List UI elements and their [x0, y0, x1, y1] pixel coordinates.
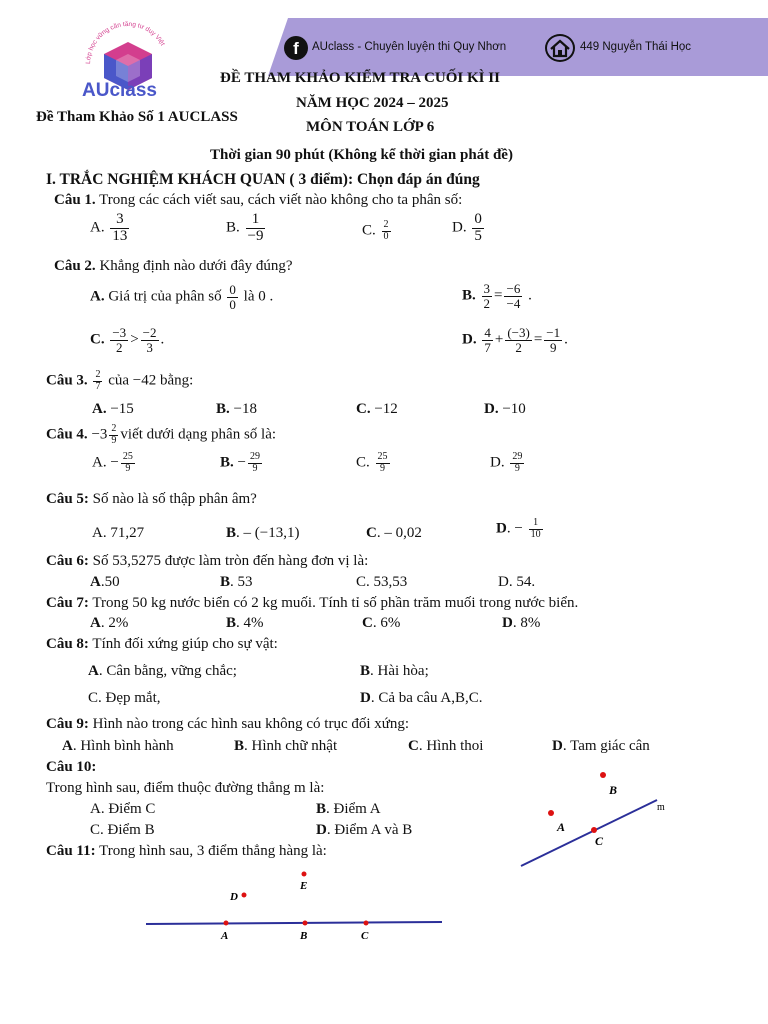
q6-option-a[interactable]: A.50 [90, 574, 120, 590]
question-label: Câu 3. [46, 372, 88, 389]
question-text: Tính đối xứng giúp cho sự vật: [92, 636, 278, 652]
logo-text: AUclass [82, 80, 157, 101]
point-c [364, 921, 369, 926]
question-text: Số nào là số thập phân âm? [92, 491, 257, 507]
q8-option-b[interactable]: B. Hài hòa; [360, 663, 429, 679]
home-glyph [547, 36, 573, 60]
auclass-logo [78, 20, 178, 102]
question-text: của −42 bằng: [108, 372, 194, 389]
question-text: Hình nào trong các hình sau không có trục đối xứng: [92, 716, 410, 732]
q7-option-b[interactable]: B. 4% [226, 615, 264, 631]
question-7 [46, 595, 578, 612]
question-text: viết dưới dạng phân số là: [120, 426, 277, 443]
question-8 [46, 636, 278, 653]
question-10-label: Câu 10: [46, 759, 97, 775]
q8-option-a[interactable]: A. Cân bằng, vững chắc; [88, 663, 237, 679]
q11-figure [140, 865, 450, 945]
question-label: Câu 8: [46, 636, 89, 652]
q9-option-c[interactable]: C. Hình thoi [408, 738, 484, 754]
q2-option-b[interactable]: B. $\frac{3}{2}$ = $\frac{-6}{-4}$ . [462, 281, 532, 311]
time-note: Thời gian 90 phút (Không kể thời gian phát đề) [210, 147, 513, 163]
address-text: 449 Nguyễn Thái Học [580, 41, 692, 53]
label-c: C [595, 834, 604, 848]
question-text: Khẳng định nào dưới đây đúng? [99, 258, 293, 274]
q10-figure [515, 765, 690, 875]
question-label: Câu 2. [54, 258, 96, 274]
label-m: m [657, 802, 665, 813]
q6-option-c[interactable]: C. 53,53 [356, 574, 408, 590]
label-a: A [557, 820, 566, 834]
logo-arc-text: Lớp học vững căn tăng tư duy Việt [84, 20, 166, 65]
q6-option-d[interactable]: D. 54. [498, 574, 536, 590]
point-c [591, 827, 597, 833]
q4-option-a[interactable]: A. − $\frac{25}{9}$ [92, 451, 133, 474]
q7-option-c[interactable]: C. 6% [362, 615, 401, 631]
line-abc [146, 922, 442, 924]
q8-option-d[interactable]: D. Cả ba câu A,B,C. [360, 690, 483, 706]
point-b [600, 772, 606, 778]
question-3: Câu 3. $\frac{2}{7}$ của −42 bằng: [46, 369, 194, 392]
q4-option-d[interactable]: D. $\frac{29}{9}$ [490, 451, 523, 474]
question-label: Câu 11: [46, 843, 96, 859]
question-label: Câu 1. [54, 192, 96, 208]
q10-option-c[interactable]: C. Điểm B [90, 822, 155, 838]
question-label: Câu 4. [46, 426, 88, 443]
q5-option-b[interactable]: B. – (−13,1) [226, 525, 300, 541]
label-a: A [221, 930, 229, 942]
home-icon [545, 34, 575, 62]
q8-option-c[interactable]: C. Đẹp mắt, [88, 690, 161, 706]
question-text: Trong hình sau, 3 điểm thẳng hàng là: [99, 843, 327, 859]
question-10-text: Trong hình sau, điểm thuộc đường thẳng m là: [46, 780, 325, 796]
section-heading: I. TRẮC NGHIỆM KHÁCH QUAN ( 3 điểm): Chọn đáp án đúng [46, 171, 480, 188]
q10-option-d[interactable]: D. Điểm A và B [316, 822, 413, 838]
question-11 [46, 843, 327, 860]
label-b: B [300, 930, 308, 942]
question-text: Số 53,5275 được làm tròn đến hàng đơn vị là: [92, 553, 369, 569]
point-a [224, 921, 229, 926]
q1-option-b[interactable]: B. $\frac{1}{-9}$ [226, 211, 264, 244]
school-year: NĂM HỌC 2024 – 2025 [296, 95, 449, 111]
subject-title: MÔN TOÁN LỚP 6 [306, 119, 435, 135]
q7-option-a[interactable]: A. 2% [90, 615, 129, 631]
point-a [548, 810, 554, 816]
question-label: Câu 9: [46, 716, 89, 732]
q5-option-c[interactable]: C. – 0,02 [366, 525, 422, 541]
q1-option-c[interactable]: C. $\frac{2}{0}$ [362, 219, 389, 242]
q4-option-c[interactable]: C. $\frac{25}{9}$ [356, 451, 388, 474]
question-label: Câu 7: [46, 595, 89, 611]
q3-option-d[interactable]: D. −10 [484, 401, 526, 417]
facebook-page-link[interactable]: AUclass - Chuyên luyện thi Quy Nhơn [312, 41, 507, 53]
q2-option-c[interactable]: C. $\frac{-3}{2}$ > $\frac{-2}{3}$ . [90, 325, 165, 355]
q2-option-a[interactable]: A. Giá trị của phân số $\frac{0}{0}$ là 0 . [90, 282, 274, 312]
label-e: E [300, 880, 308, 892]
q10-option-a[interactable]: A. Điểm C [90, 801, 156, 817]
question-5 [46, 491, 257, 508]
question-1 [54, 192, 462, 209]
facebook-icon[interactable]: f [284, 36, 308, 60]
q6-option-b[interactable]: B. 53 [220, 574, 253, 590]
q4-option-b[interactable]: B. − $\frac{29}{9}$ [220, 451, 260, 474]
label-b: B [609, 783, 618, 797]
question-6 [46, 553, 368, 570]
q3-option-c[interactable]: C. −12 [356, 401, 398, 417]
label-d: D [230, 891, 238, 903]
question-4: Câu 4. −3 $\frac{2}{9}$ viết dưới dạng phân số là: [46, 423, 277, 446]
exam-code-label: Đề Tham Khảo Số 1 AUCLASS [36, 109, 238, 125]
q9-option-b[interactable]: B. Hình chữ nhật [234, 738, 338, 754]
question-label: Câu 5: [46, 491, 89, 507]
question-text: Trong các cách viết sau, cách viết nào không cho ta phân số: [99, 192, 463, 208]
question-label: Câu 6: [46, 553, 89, 569]
q10-option-b[interactable]: B. Điểm A [316, 801, 381, 817]
q5-option-a[interactable]: A. 71,27 [92, 525, 145, 541]
q2-option-d[interactable]: D. $\frac{4}{7}$ + $\frac{(-3)}{2}$ = $\frac{-1}{9}$ . [462, 325, 568, 355]
point-b [303, 921, 308, 926]
q7-option-d[interactable]: D. 8% [502, 615, 541, 631]
point-d [242, 893, 247, 898]
q1-option-a[interactable]: A. $\frac{3}{13}$ [90, 211, 128, 244]
q5-option-d[interactable]: D. − $\frac{1}{10}$ [496, 517, 541, 540]
question-2 [54, 258, 293, 275]
point-e [302, 872, 307, 877]
q9-option-a[interactable]: A. Hình bình hành [62, 738, 174, 754]
q1-option-d[interactable]: D. $\frac{0}{5}$ [452, 211, 482, 244]
q3-option-a[interactable]: A. −15 [92, 401, 134, 417]
exam-title: ĐỀ THAM KHẢO KIỂM TRA CUỐI KÌ II [220, 70, 500, 86]
q3-option-b[interactable]: B. −18 [216, 401, 257, 417]
question-9 [46, 716, 409, 733]
question-text: Trong 50 kg nước biển có 2 kg muối. Tính tỉ số phần trăm muối trong nước biển. [92, 595, 579, 611]
line-m [521, 800, 657, 866]
q9-option-d[interactable]: D. Tam giác cân [552, 738, 650, 754]
label-c: C [361, 930, 369, 942]
